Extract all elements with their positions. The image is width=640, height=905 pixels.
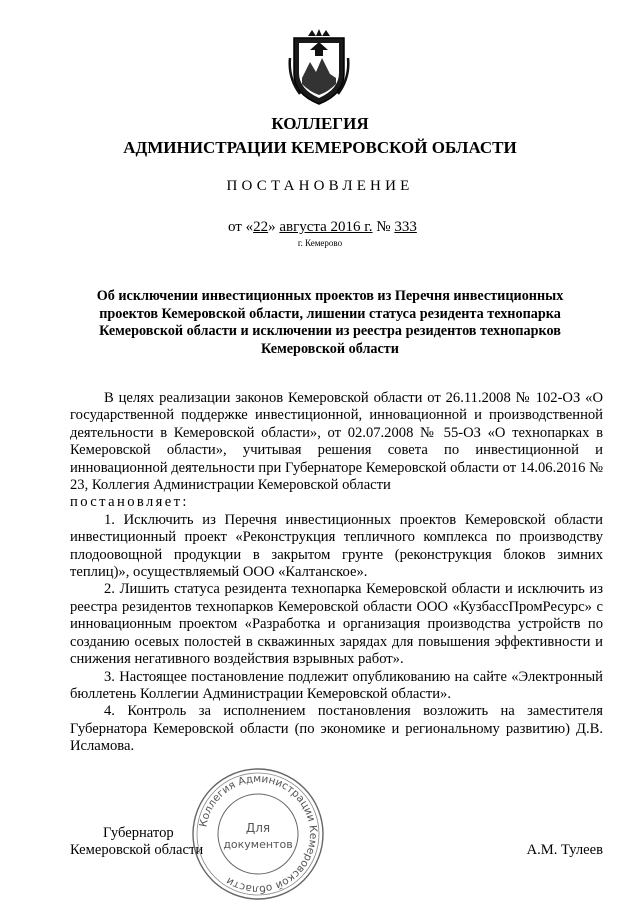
- resolution-item-1: 1. Исключить из Перечня инвестиционных проектов Кемеровской области инвестиционный проект «Реконструкция тепличного комплекса по производству плодоовощной продукции в закрытом грунте (реконструкция блоков зимних теплиц)», осуществляемый ООО «Калтанское».: [70, 511, 603, 581]
- resolution-item-3: 3. Настоящее постановление подлежит опубликованию на сайте «Электронный бюллетень Коллегии Администрации Кемеровской области».: [70, 668, 603, 702]
- signatory-name: А.М. Тулеев: [526, 842, 603, 858]
- org-line-2: АДМИНИСТРАЦИИ КЕМЕРОВСКОЙ ОБЛАСТИ: [123, 138, 517, 157]
- document-type: ПОСТАНОВЛЕНИЕ: [226, 178, 414, 194]
- coat-of-arms-icon: [288, 28, 350, 108]
- stamp-ring-text: Коллегия Администрации Кемеровской области: [197, 772, 320, 896]
- city: г. Кемерово: [297, 238, 343, 248]
- resolves-word: постановляет:: [70, 494, 189, 511]
- position-line-1: Губернатор: [103, 825, 174, 841]
- document-title: Об исключении инвестиционных проектов из Перечня инвестиционных проектов Кемеровской области, лишении статуса резидента технопарка Кемеровской области и исключении из реестра резидентов технопарков Кемеровской области: [96, 288, 564, 357]
- date-mid: »: [268, 219, 276, 235]
- date-day: 22: [253, 219, 269, 235]
- document-number: 333: [394, 219, 417, 235]
- document-body: [70, 390, 603, 756]
- resolution-item-2: 2. Лишить статуса резидента технопарка Кемеровской области и исключить из реестра резидентов технопарков Кемеровской области ООО «КузбассПромРесурс» с инновационным проектом «Разработка и организация производства устройств по созданию осевых полостей в скважинных зарядах для повышения эффективности и снижения негативного воздействия взрывных работ».: [70, 581, 603, 668]
- round-stamp: [190, 766, 326, 902]
- stamp-center-line-1: Для: [245, 821, 271, 835]
- document-date-line: [228, 219, 417, 236]
- resolution-item-4: 4. Контроль за исполнением постановления возложить на заместителя Губернатора Кемеровской области (по экономике и региональному развитию) Д.В. Исламова.: [70, 703, 603, 755]
- intro-paragraph: В целях реализации законов Кемеровской области от 26.11.2008 № 102-ОЗ «О государственной поддержке инвестиционной, инновационной и производственной деятельности в Кемеровской области», от 02.07.2008 № 55-ОЗ «О технопарках в Кемеровской области», учитывая решения совета по инвестиционной и инновационной деятельности при Губернаторе Кемеровской области от 14.06.2016 № 23, Коллегия Администрации Кемеровской области: [70, 390, 603, 494]
- stamp-center-line-2: документов: [223, 838, 293, 851]
- date-month-year: августа 2016 г.: [279, 219, 373, 235]
- position-line-2: Кемеровской области: [70, 842, 204, 859]
- number-label: №: [376, 219, 391, 235]
- date-prefix: от «: [228, 219, 254, 235]
- signatory-position: [70, 825, 203, 860]
- org-line-1: КОЛЛЕГИЯ: [271, 114, 369, 133]
